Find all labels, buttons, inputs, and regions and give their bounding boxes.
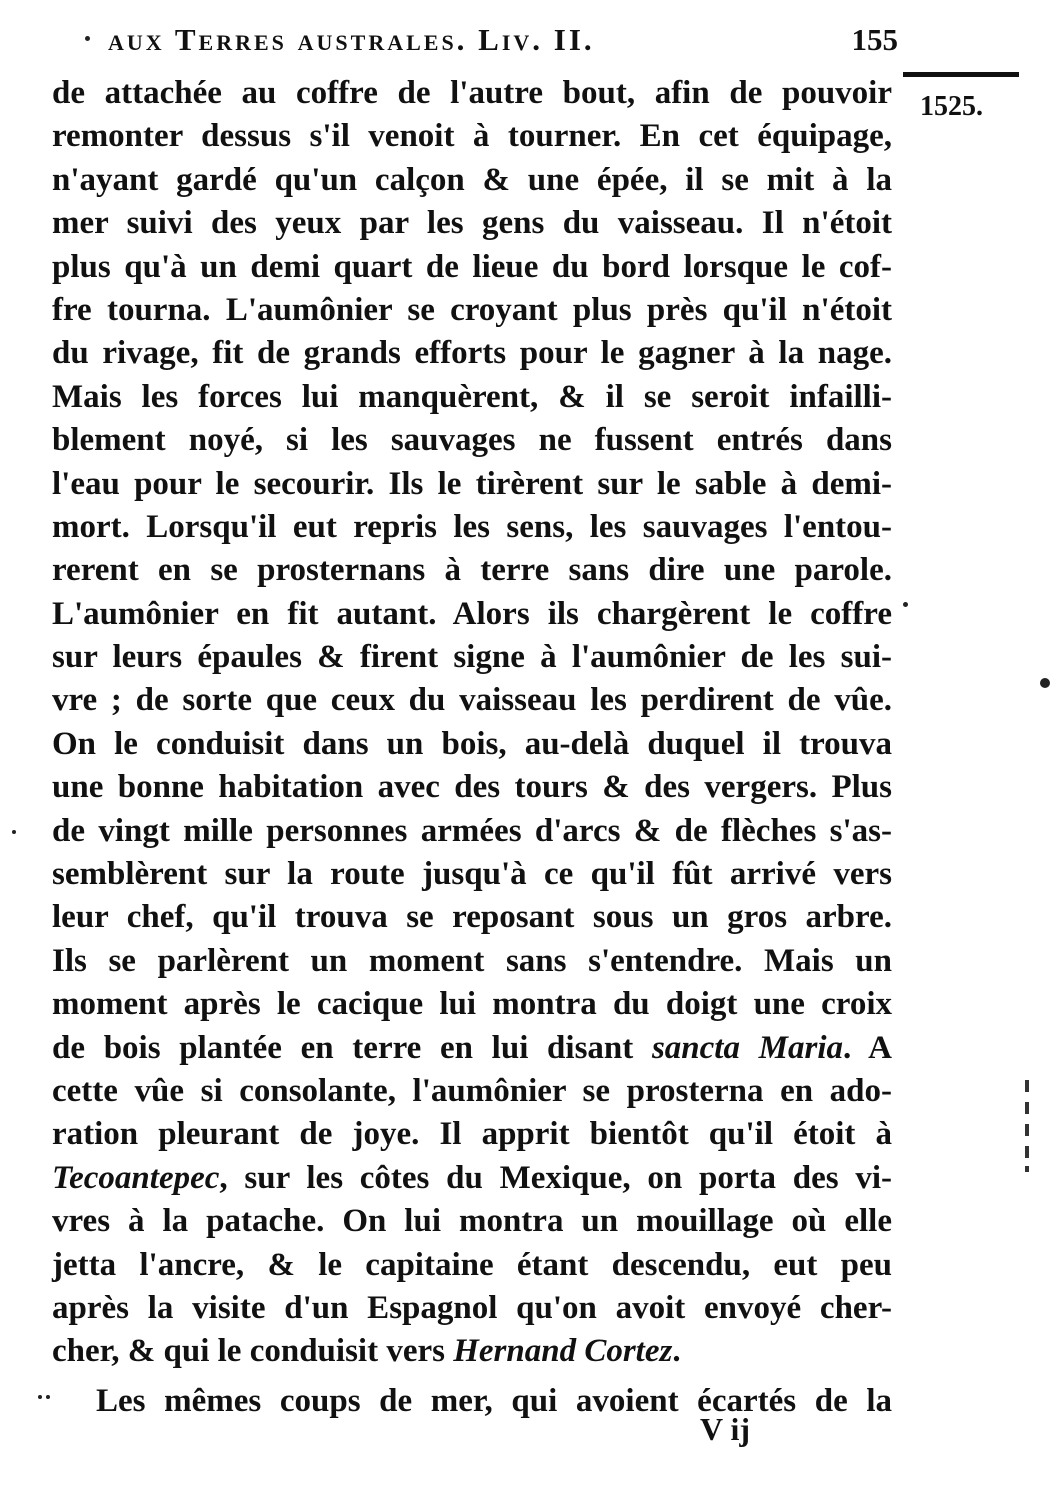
text-run: . [672, 1333, 681, 1370]
italic-person-name: Hernand Cortez [453, 1333, 673, 1370]
margin-dash-mark [1025, 1102, 1029, 1114]
paragraph-end-line [52, 1330, 892, 1373]
margin-dash-mark [1025, 1146, 1029, 1158]
margin-dash-mark [1025, 1080, 1029, 1092]
text-line: Mais les forces lui manquèrent, & il se seroit infailli- [52, 378, 892, 415]
text-line: On le conduisit dans un bois, au-delà duquel il trouva [52, 725, 892, 762]
text-line: de vingt mille personnes armées d'arcs & de flèches s'as- [52, 812, 892, 849]
text-line: une bonne habitation avec des tours & des vergers. Plus [52, 769, 892, 806]
running-head [108, 22, 898, 66]
text-line: jetta l'ancre, & le capitaine étant descendu, eut peu [52, 1246, 892, 1283]
italic-place-name: Tecoantepec [52, 1159, 220, 1196]
text-run: . A [843, 1029, 892, 1066]
margin-dash-mark [1025, 1166, 1029, 1172]
text-run: de bois plantée en terre en lui disant [52, 1029, 652, 1066]
text-run: , sur les côtes du Mexique, on porta des vi- [219, 1159, 892, 1196]
text-line: L'aumônier en fit autant. Alors ils chargèrent le coffre [52, 595, 892, 632]
text-line [52, 1027, 892, 1070]
scan-speck [12, 830, 16, 834]
margin-year-note: 1525. [920, 91, 983, 122]
text-line: sur leurs épaules & firent signe à l'aumônier de les sui- [52, 639, 892, 676]
margin-rule [903, 72, 1019, 77]
text-line: après la visite d'un Espagnol qu'on avoit envoyé cher- [52, 1289, 892, 1326]
signature-mark: V ij [700, 1411, 751, 1447]
text-line: vres à la patache. On lui montra un mouillage où elle [52, 1203, 892, 1240]
margin-dash-mark [1025, 1124, 1029, 1136]
text-line: n'ayant gardé qu'un calçon & une épée, il se mit à la [52, 161, 892, 198]
text-line: ration pleurant de joye. Il apprit bientôt qu'il étoit à [52, 1116, 892, 1153]
text-line: Ils se parlèrent un moment sans s'entendre. Mais un [52, 942, 892, 979]
scan-speck [46, 1395, 50, 1399]
text-line: remonter dessus s'il venoit à tourner. En cet équipage, [52, 118, 892, 155]
text-line: leur chef, qu'il trouva se reposant sous un gros arbre. [52, 899, 892, 936]
text-line: rerent en se prosternans à terre sans dire une parole. [52, 552, 892, 589]
paragraph-start-line: Les mêmes coups de mer, qui avoient écartés de la [96, 1382, 892, 1419]
text-line: de attachée au coffre de l'autre bout, afin de pouvoir [52, 75, 892, 111]
text-line: mort. Lorsqu'il eut repris les sens, les sauvages l'entou- [52, 508, 892, 545]
text-line: vre ; de sorte que ceux du vaisseau les perdirent de vûe. [52, 682, 892, 719]
text-line: plus qu'à un demi quart de lieue du bord lorsque le cof- [52, 248, 892, 285]
page-number: 155 [851, 22, 898, 57]
body-text [52, 72, 892, 1423]
text-line: moment après le cacique lui montra du doigt une croix [52, 986, 892, 1023]
text-line: semblèrent sur la route jusqu'à ce qu'il fût arrivé vers [52, 856, 892, 893]
text-line [52, 1157, 892, 1200]
text-line: mer suivi des yeux par les gens du vaisseau. Il n'étoit [52, 205, 892, 242]
scan-speck [903, 602, 908, 607]
italic-phrase: sancta Maria [651, 1029, 844, 1066]
scan-speck [1040, 678, 1050, 688]
text-run: cher, & qui le conduisit vers [52, 1333, 454, 1370]
text-line: fre tourna. L'aumônier se croyant plus près qu'il n'étoit [52, 291, 892, 328]
text-line: du rivage, fit de grands efforts pour le gagner à la nage. [52, 335, 892, 372]
scan-speck [38, 1395, 42, 1399]
scan-speck [85, 36, 90, 41]
text-line: blement noyé, si les sauvages ne fussent entrés dans [52, 422, 892, 459]
text-line: l'eau pour le secourir. Ils le tirèrent sur le sable à demi- [52, 465, 892, 502]
running-head-title: aux Terres australes. Liv. II. [108, 22, 595, 57]
text-line: cette vûe si consolante, l'aumônier se prosterna en ado- [52, 1072, 892, 1109]
